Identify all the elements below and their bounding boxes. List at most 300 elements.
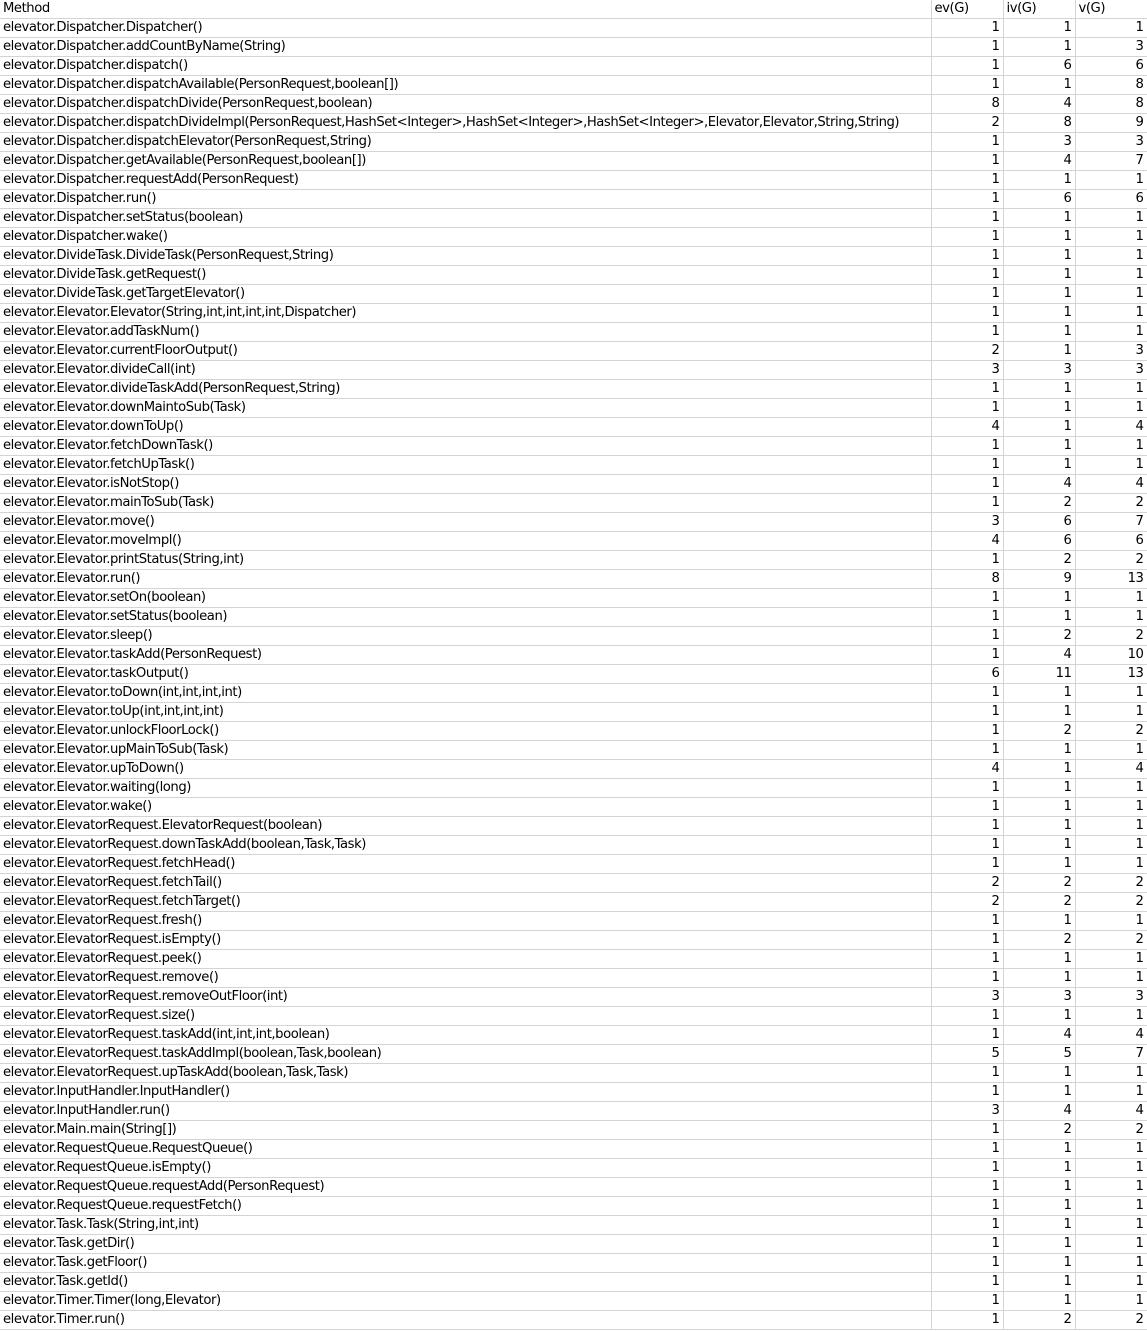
cell-evg[interactable]: 1	[931, 323, 1003, 342]
cell-vg[interactable]: 1	[1075, 209, 1147, 228]
cell-method[interactable]: elevator.Elevator.moveImpl()	[0, 532, 931, 551]
cell-method[interactable]: elevator.Dispatcher.wake()	[0, 228, 931, 247]
cell-evg[interactable]: 1	[931, 1026, 1003, 1045]
cell-vg[interactable]: 1	[1075, 323, 1147, 342]
cell-evg[interactable]: 3	[931, 513, 1003, 532]
cell-evg[interactable]: 1	[931, 1083, 1003, 1102]
table-row	[0, 228, 1147, 247]
cell-vg[interactable]: 1	[1075, 247, 1147, 266]
cell-method[interactable]: elevator.ElevatorRequest.fresh()	[0, 912, 931, 931]
cell-evg[interactable]: 1	[931, 76, 1003, 95]
cell-method[interactable]: elevator.Elevator.fetchDownTask()	[0, 437, 931, 456]
cell-method[interactable]: elevator.Timer.run()	[0, 1311, 931, 1330]
cell-vg[interactable]: 1	[1075, 1235, 1147, 1254]
cell-evg[interactable]: 1	[931, 38, 1003, 57]
cell-vg[interactable]: 1	[1075, 266, 1147, 285]
cell-evg[interactable]: 1	[931, 190, 1003, 209]
cell-vg[interactable]: 1	[1075, 684, 1147, 703]
cell-ivg[interactable]: 1	[1003, 1235, 1075, 1254]
cell-ivg[interactable]: 1	[1003, 1292, 1075, 1311]
cell-evg[interactable]: 3	[931, 988, 1003, 1007]
cell-ivg[interactable]: 1	[1003, 912, 1075, 931]
table-row	[0, 152, 1147, 171]
cell-vg[interactable]: 2	[1075, 722, 1147, 741]
cell-vg[interactable]: 4	[1075, 475, 1147, 494]
cell-vg[interactable]: 8	[1075, 95, 1147, 114]
cell-method[interactable]: elevator.Task.Task(String,int,int)	[0, 1216, 931, 1235]
cell-method[interactable]: elevator.Elevator.waiting(long)	[0, 779, 931, 798]
cell-ivg[interactable]: 2	[1003, 931, 1075, 950]
cell-ivg[interactable]: 2	[1003, 627, 1075, 646]
cell-vg[interactable]: 2	[1075, 627, 1147, 646]
cell-vg[interactable]: 6	[1075, 190, 1147, 209]
cell-method[interactable]: elevator.Dispatcher.dispatch()	[0, 57, 931, 76]
table-row	[0, 741, 1147, 760]
cell-evg[interactable]: 1	[931, 646, 1003, 665]
table-row	[0, 589, 1147, 608]
cell-vg[interactable]: 1	[1075, 228, 1147, 247]
cell-vg[interactable]: 1	[1075, 380, 1147, 399]
cell-evg[interactable]: 1	[931, 1178, 1003, 1197]
cell-evg[interactable]: 2	[931, 114, 1003, 133]
cell-method[interactable]: elevator.Elevator.fetchUpTask()	[0, 456, 931, 475]
cell-vg[interactable]: 1	[1075, 912, 1147, 931]
cell-evg[interactable]: 1	[931, 722, 1003, 741]
cell-ivg[interactable]: 1	[1003, 969, 1075, 988]
cell-ivg[interactable]: 3	[1003, 988, 1075, 1007]
cell-ivg[interactable]: 1	[1003, 1197, 1075, 1216]
cell-vg[interactable]: 7	[1075, 1045, 1147, 1064]
cell-evg[interactable]: 1	[931, 152, 1003, 171]
cell-method[interactable]: elevator.Elevator.move()	[0, 513, 931, 532]
cell-ivg[interactable]: 1	[1003, 741, 1075, 760]
cell-evg[interactable]: 1	[931, 1311, 1003, 1330]
cell-method[interactable]: elevator.Dispatcher.getAvailable(PersonRequest,boolean[])	[0, 152, 931, 171]
cell-ivg[interactable]: 1	[1003, 266, 1075, 285]
cell-ivg[interactable]: 1	[1003, 608, 1075, 627]
cell-method[interactable]: elevator.Dispatcher.dispatchDivideImpl(PersonRequest,HashSet<Integer>,HashSet<Integer>,HashSet<Integer>,Elevator,Elevator,String,String)	[0, 114, 931, 133]
cell-method[interactable]: elevator.Dispatcher.addCountByName(String)	[0, 38, 931, 57]
cell-vg[interactable]: 9	[1075, 114, 1147, 133]
cell-evg[interactable]: 1	[931, 703, 1003, 722]
table-row	[0, 494, 1147, 513]
cell-evg[interactable]: 6	[931, 665, 1003, 684]
cell-ivg[interactable]: 1	[1003, 1064, 1075, 1083]
table-row	[0, 779, 1147, 798]
cell-ivg[interactable]: 1	[1003, 228, 1075, 247]
cell-ivg[interactable]: 1	[1003, 589, 1075, 608]
cell-method[interactable]: elevator.Elevator.taskOutput()	[0, 665, 931, 684]
table-row	[0, 1254, 1147, 1273]
cell-vg[interactable]: 4	[1075, 1026, 1147, 1045]
cell-ivg[interactable]: 2	[1003, 874, 1075, 893]
cell-vg[interactable]: 8	[1075, 76, 1147, 95]
cell-ivg[interactable]: 6	[1003, 190, 1075, 209]
cell-method[interactable]: elevator.ElevatorRequest.upTaskAdd(boolean,Task,Task)	[0, 1064, 931, 1083]
cell-vg[interactable]: 2	[1075, 1311, 1147, 1330]
cell-evg[interactable]: 1	[931, 969, 1003, 988]
cell-ivg[interactable]: 1	[1003, 19, 1075, 38]
table-row	[0, 969, 1147, 988]
cell-method[interactable]: elevator.Elevator.toUp(int,int,int,int)	[0, 703, 931, 722]
cell-evg[interactable]: 1	[931, 608, 1003, 627]
cell-ivg[interactable]: 2	[1003, 1121, 1075, 1140]
cell-ivg[interactable]: 6	[1003, 57, 1075, 76]
cell-ivg[interactable]: 1	[1003, 285, 1075, 304]
cell-method[interactable]: elevator.Elevator.downToUp()	[0, 418, 931, 437]
cell-vg[interactable]: 1	[1075, 19, 1147, 38]
cell-method[interactable]: elevator.Elevator.setStatus(boolean)	[0, 608, 931, 627]
cell-evg[interactable]: 1	[931, 475, 1003, 494]
cell-ivg[interactable]: 1	[1003, 1273, 1075, 1292]
cell-evg[interactable]: 1	[931, 247, 1003, 266]
cell-method[interactable]: elevator.Dispatcher.run()	[0, 190, 931, 209]
cell-vg[interactable]: 1	[1075, 1064, 1147, 1083]
cell-evg[interactable]: 1	[931, 209, 1003, 228]
cell-ivg[interactable]: 1	[1003, 171, 1075, 190]
cell-ivg[interactable]: 1	[1003, 684, 1075, 703]
cell-ivg[interactable]: 1	[1003, 304, 1075, 323]
cell-vg[interactable]: 3	[1075, 342, 1147, 361]
cell-ivg[interactable]: 1	[1003, 1178, 1075, 1197]
cell-ivg[interactable]: 1	[1003, 1007, 1075, 1026]
cell-evg[interactable]: 1	[931, 1064, 1003, 1083]
cell-vg[interactable]: 1	[1075, 779, 1147, 798]
cell-vg[interactable]: 3	[1075, 361, 1147, 380]
cell-method[interactable]: elevator.ElevatorRequest.size()	[0, 1007, 931, 1026]
cell-method[interactable]: elevator.RequestQueue.requestFetch()	[0, 1197, 931, 1216]
cell-vg[interactable]: 1	[1075, 798, 1147, 817]
column-header-method[interactable]: Method	[0, 0, 931, 19]
cell-evg[interactable]: 4	[931, 532, 1003, 551]
cell-method[interactable]: elevator.Task.getFloor()	[0, 1254, 931, 1273]
cell-method[interactable]: elevator.ElevatorRequest.fetchHead()	[0, 855, 931, 874]
table-row	[0, 684, 1147, 703]
cell-ivg[interactable]: 1	[1003, 798, 1075, 817]
cell-evg[interactable]: 3	[931, 1102, 1003, 1121]
cell-method[interactable]: elevator.ElevatorRequest.removeOutFloor(int)	[0, 988, 931, 1007]
cell-evg[interactable]: 1	[931, 285, 1003, 304]
cell-ivg[interactable]: 2	[1003, 551, 1075, 570]
cell-ivg[interactable]: 5	[1003, 1045, 1075, 1064]
cell-evg[interactable]: 1	[931, 1007, 1003, 1026]
cell-ivg[interactable]: 1	[1003, 209, 1075, 228]
cell-method[interactable]: elevator.Dispatcher.dispatchElevator(PersonRequest,String)	[0, 133, 931, 152]
cell-evg[interactable]: 1	[931, 855, 1003, 874]
cell-method[interactable]: elevator.ElevatorRequest.ElevatorRequest(boolean)	[0, 817, 931, 836]
cell-evg[interactable]: 1	[931, 380, 1003, 399]
cell-method[interactable]: elevator.Timer.Timer(long,Elevator)	[0, 1292, 931, 1311]
cell-ivg[interactable]: 3	[1003, 133, 1075, 152]
table-row	[0, 912, 1147, 931]
cell-method[interactable]: elevator.Elevator.addTaskNum()	[0, 323, 931, 342]
cell-ivg[interactable]: 1	[1003, 399, 1075, 418]
cell-evg[interactable]: 1	[931, 133, 1003, 152]
cell-ivg[interactable]: 6	[1003, 532, 1075, 551]
cell-vg[interactable]: 1	[1075, 855, 1147, 874]
table-row	[0, 893, 1147, 912]
header-row	[0, 0, 1147, 19]
cell-vg[interactable]: 1	[1075, 456, 1147, 475]
cell-ivg[interactable]: 1	[1003, 703, 1075, 722]
cell-vg[interactable]: 2	[1075, 931, 1147, 950]
cell-ivg[interactable]: 1	[1003, 437, 1075, 456]
cell-vg[interactable]: 4	[1075, 760, 1147, 779]
cell-method[interactable]: elevator.ElevatorRequest.fetchTarget()	[0, 893, 931, 912]
cell-ivg[interactable]: 1	[1003, 836, 1075, 855]
cell-evg[interactable]: 1	[931, 1273, 1003, 1292]
cell-evg[interactable]: 1	[931, 1197, 1003, 1216]
cell-vg[interactable]: 1	[1075, 817, 1147, 836]
cell-evg[interactable]: 1	[931, 779, 1003, 798]
table-row	[0, 855, 1147, 874]
cell-method[interactable]: elevator.ElevatorRequest.isEmpty()	[0, 931, 931, 950]
cell-vg[interactable]: 2	[1075, 874, 1147, 893]
cell-vg[interactable]: 1	[1075, 950, 1147, 969]
cell-evg[interactable]: 1	[931, 304, 1003, 323]
cell-evg[interactable]: 1	[931, 437, 1003, 456]
cell-evg[interactable]: 1	[931, 912, 1003, 931]
cell-method[interactable]: elevator.Elevator.divideCall(int)	[0, 361, 931, 380]
cell-vg[interactable]: 1	[1075, 1216, 1147, 1235]
cell-method[interactable]: elevator.ElevatorRequest.taskAdd(int,int,int,boolean)	[0, 1026, 931, 1045]
cell-vg[interactable]: 1	[1075, 1140, 1147, 1159]
cell-method[interactable]: elevator.ElevatorRequest.peek()	[0, 950, 931, 969]
cell-evg[interactable]: 1	[931, 1254, 1003, 1273]
table-row	[0, 1235, 1147, 1254]
cell-method[interactable]: elevator.Elevator.toDown(int,int,int,int)	[0, 684, 931, 703]
cell-ivg[interactable]: 11	[1003, 665, 1075, 684]
cell-method[interactable]: elevator.Dispatcher.dispatchAvailable(PersonRequest,boolean[])	[0, 76, 931, 95]
cell-evg[interactable]: 1	[931, 1159, 1003, 1178]
cell-evg[interactable]: 1	[931, 741, 1003, 760]
cell-ivg[interactable]: 1	[1003, 418, 1075, 437]
cell-evg[interactable]: 8	[931, 570, 1003, 589]
cell-vg[interactable]: 1	[1075, 608, 1147, 627]
cell-vg[interactable]: 1	[1075, 1197, 1147, 1216]
cell-method[interactable]: elevator.Elevator.downMaintoSub(Task)	[0, 399, 931, 418]
cell-evg[interactable]: 1	[931, 171, 1003, 190]
cell-method[interactable]: elevator.ElevatorRequest.downTaskAdd(boolean,Task,Task)	[0, 836, 931, 855]
cell-vg[interactable]: 1	[1075, 969, 1147, 988]
cell-vg[interactable]: 1	[1075, 1083, 1147, 1102]
cell-ivg[interactable]: 2	[1003, 722, 1075, 741]
cell-vg[interactable]: 3	[1075, 133, 1147, 152]
cell-vg[interactable]: 1	[1075, 304, 1147, 323]
cell-method[interactable]: elevator.Elevator.setOn(boolean)	[0, 589, 931, 608]
cell-ivg[interactable]: 2	[1003, 1311, 1075, 1330]
cell-evg[interactable]: 1	[931, 456, 1003, 475]
cell-vg[interactable]: 6	[1075, 532, 1147, 551]
cell-vg[interactable]: 1	[1075, 1254, 1147, 1273]
cell-vg[interactable]: 4	[1075, 1102, 1147, 1121]
cell-evg[interactable]: 1	[931, 817, 1003, 836]
cell-evg[interactable]: 2	[931, 874, 1003, 893]
cell-evg[interactable]: 5	[931, 1045, 1003, 1064]
cell-evg[interactable]: 1	[931, 950, 1003, 969]
cell-vg[interactable]: 4	[1075, 418, 1147, 437]
cell-method[interactable]: elevator.RequestQueue.requestAdd(PersonRequest)	[0, 1178, 931, 1197]
cell-vg[interactable]: 1	[1075, 1178, 1147, 1197]
cell-evg[interactable]: 1	[931, 266, 1003, 285]
cell-method[interactable]: elevator.Dispatcher.Dispatcher()	[0, 19, 931, 38]
cell-ivg[interactable]: 1	[1003, 323, 1075, 342]
cell-ivg[interactable]: 4	[1003, 1102, 1075, 1121]
cell-ivg[interactable]: 1	[1003, 1159, 1075, 1178]
cell-method[interactable]: elevator.Elevator.run()	[0, 570, 931, 589]
column-header-vg[interactable]: v(G)	[1075, 0, 1147, 19]
cell-method[interactable]: elevator.Elevator.currentFloorOutput()	[0, 342, 931, 361]
cell-vg[interactable]: 1	[1075, 437, 1147, 456]
cell-ivg[interactable]: 1	[1003, 855, 1075, 874]
cell-vg[interactable]: 13	[1075, 570, 1147, 589]
cell-ivg[interactable]: 1	[1003, 38, 1075, 57]
cell-method[interactable]: elevator.DivideTask.getTargetElevator()	[0, 285, 931, 304]
cell-vg[interactable]: 1	[1075, 285, 1147, 304]
cell-vg[interactable]: 1	[1075, 589, 1147, 608]
cell-method[interactable]: elevator.Elevator.unlockFloorLock()	[0, 722, 931, 741]
cell-ivg[interactable]: 1	[1003, 1254, 1075, 1273]
cell-vg[interactable]: 1	[1075, 703, 1147, 722]
cell-method[interactable]: elevator.InputHandler.run()	[0, 1102, 931, 1121]
cell-vg[interactable]: 1	[1075, 1159, 1147, 1178]
cell-evg[interactable]: 8	[931, 95, 1003, 114]
cell-ivg[interactable]: 1	[1003, 817, 1075, 836]
column-header-ivg[interactable]: iv(G)	[1003, 0, 1075, 19]
cell-ivg[interactable]: 8	[1003, 114, 1075, 133]
cell-vg[interactable]: 1	[1075, 741, 1147, 760]
cell-evg[interactable]: 4	[931, 418, 1003, 437]
cell-method[interactable]: elevator.InputHandler.InputHandler()	[0, 1083, 931, 1102]
cell-method[interactable]: elevator.Dispatcher.setStatus(boolean)	[0, 209, 931, 228]
cell-evg[interactable]: 1	[931, 228, 1003, 247]
cell-method[interactable]: elevator.ElevatorRequest.remove()	[0, 969, 931, 988]
cell-method[interactable]: elevator.Elevator.taskAdd(PersonRequest)	[0, 646, 931, 665]
cell-evg[interactable]: 1	[931, 931, 1003, 950]
cell-method[interactable]: elevator.Elevator.sleep()	[0, 627, 931, 646]
cell-method[interactable]: elevator.ElevatorRequest.taskAddImpl(boolean,Task,boolean)	[0, 1045, 931, 1064]
cell-ivg[interactable]: 2	[1003, 893, 1075, 912]
table-row	[0, 361, 1147, 380]
cell-ivg[interactable]: 1	[1003, 1140, 1075, 1159]
cell-vg[interactable]: 2	[1075, 1121, 1147, 1140]
cell-evg[interactable]: 1	[931, 1292, 1003, 1311]
cell-vg[interactable]: 2	[1075, 893, 1147, 912]
cell-method[interactable]: elevator.ElevatorRequest.fetchTail()	[0, 874, 931, 893]
cell-evg[interactable]: 1	[931, 1140, 1003, 1159]
cell-evg[interactable]: 1	[931, 494, 1003, 513]
cell-evg[interactable]: 1	[931, 551, 1003, 570]
cell-evg[interactable]: 1	[931, 589, 1003, 608]
cell-method[interactable]: elevator.Main.main(String[])	[0, 1121, 931, 1140]
cell-ivg[interactable]: 6	[1003, 513, 1075, 532]
cell-method[interactable]: elevator.Task.getDir()	[0, 1235, 931, 1254]
cell-vg[interactable]: 3	[1075, 988, 1147, 1007]
cell-ivg[interactable]: 1	[1003, 456, 1075, 475]
cell-evg[interactable]: 4	[931, 760, 1003, 779]
cell-vg[interactable]: 2	[1075, 494, 1147, 513]
cell-evg[interactable]: 1	[931, 684, 1003, 703]
cell-vg[interactable]: 7	[1075, 513, 1147, 532]
cell-evg[interactable]: 1	[931, 57, 1003, 76]
cell-method[interactable]: elevator.Elevator.isNotStop()	[0, 475, 931, 494]
cell-method[interactable]: elevator.DivideTask.DivideTask(PersonRequest,String)	[0, 247, 931, 266]
cell-evg[interactable]: 1	[931, 1235, 1003, 1254]
cell-evg[interactable]: 1	[931, 19, 1003, 38]
cell-ivg[interactable]: 1	[1003, 1083, 1075, 1102]
table-row	[0, 513, 1147, 532]
cell-method[interactable]: elevator.Elevator.Elevator(String,int,int,int,int,Dispatcher)	[0, 304, 931, 323]
cell-method[interactable]: elevator.Dispatcher.dispatchDivide(PersonRequest,boolean)	[0, 95, 931, 114]
table-row	[0, 836, 1147, 855]
cell-evg[interactable]: 1	[931, 836, 1003, 855]
cell-evg[interactable]: 1	[931, 1216, 1003, 1235]
cell-ivg[interactable]: 4	[1003, 475, 1075, 494]
cell-method[interactable]: elevator.Task.getId()	[0, 1273, 931, 1292]
cell-vg[interactable]: 1	[1075, 1292, 1147, 1311]
cell-method[interactable]: elevator.Elevator.printStatus(String,int)	[0, 551, 931, 570]
cell-vg[interactable]: 10	[1075, 646, 1147, 665]
cell-method[interactable]: elevator.Elevator.mainToSub(Task)	[0, 494, 931, 513]
cell-vg[interactable]: 3	[1075, 38, 1147, 57]
cell-ivg[interactable]: 4	[1003, 646, 1075, 665]
cell-ivg[interactable]: 1	[1003, 950, 1075, 969]
column-header-evg[interactable]: ev(G)	[931, 0, 1003, 19]
table-row	[0, 95, 1147, 114]
cell-method[interactable]: elevator.Elevator.upMainToSub(Task)	[0, 741, 931, 760]
cell-vg[interactable]: 1	[1075, 1273, 1147, 1292]
cell-ivg[interactable]: 2	[1003, 494, 1075, 513]
cell-ivg[interactable]: 1	[1003, 76, 1075, 95]
cell-ivg[interactable]: 1	[1003, 380, 1075, 399]
cell-method[interactable]: elevator.DivideTask.getRequest()	[0, 266, 931, 285]
cell-ivg[interactable]: 3	[1003, 361, 1075, 380]
cell-ivg[interactable]: 4	[1003, 152, 1075, 171]
cell-method[interactable]: elevator.RequestQueue.isEmpty()	[0, 1159, 931, 1178]
cell-evg[interactable]: 1	[931, 1121, 1003, 1140]
cell-evg[interactable]: 1	[931, 399, 1003, 418]
cell-ivg[interactable]: 1	[1003, 1216, 1075, 1235]
cell-vg[interactable]: 1	[1075, 399, 1147, 418]
cell-vg[interactable]: 1	[1075, 836, 1147, 855]
table-row	[0, 665, 1147, 684]
cell-method[interactable]: elevator.RequestQueue.RequestQueue()	[0, 1140, 931, 1159]
cell-ivg[interactable]: 1	[1003, 779, 1075, 798]
cell-ivg[interactable]: 1	[1003, 342, 1075, 361]
cell-vg[interactable]: 7	[1075, 152, 1147, 171]
cell-method[interactable]: elevator.Elevator.upToDown()	[0, 760, 931, 779]
cell-evg[interactable]: 3	[931, 361, 1003, 380]
cell-evg[interactable]: 1	[931, 798, 1003, 817]
cell-vg[interactable]: 1	[1075, 1007, 1147, 1026]
cell-method[interactable]: elevator.Dispatcher.requestAdd(PersonRequest)	[0, 171, 931, 190]
cell-ivg[interactable]: 9	[1003, 570, 1075, 589]
cell-vg[interactable]: 1	[1075, 171, 1147, 190]
table-row	[0, 1064, 1147, 1083]
cell-vg[interactable]: 13	[1075, 665, 1147, 684]
cell-vg[interactable]: 2	[1075, 551, 1147, 570]
cell-evg[interactable]: 2	[931, 893, 1003, 912]
cell-method[interactable]: elevator.Elevator.divideTaskAdd(PersonRequest,String)	[0, 380, 931, 399]
cell-evg[interactable]: 1	[931, 627, 1003, 646]
cell-method[interactable]: elevator.Elevator.wake()	[0, 798, 931, 817]
cell-vg[interactable]: 6	[1075, 57, 1147, 76]
cell-ivg[interactable]: 4	[1003, 95, 1075, 114]
cell-evg[interactable]: 2	[931, 342, 1003, 361]
cell-ivg[interactable]: 1	[1003, 760, 1075, 779]
cell-ivg[interactable]: 1	[1003, 247, 1075, 266]
cell-ivg[interactable]: 4	[1003, 1026, 1075, 1045]
